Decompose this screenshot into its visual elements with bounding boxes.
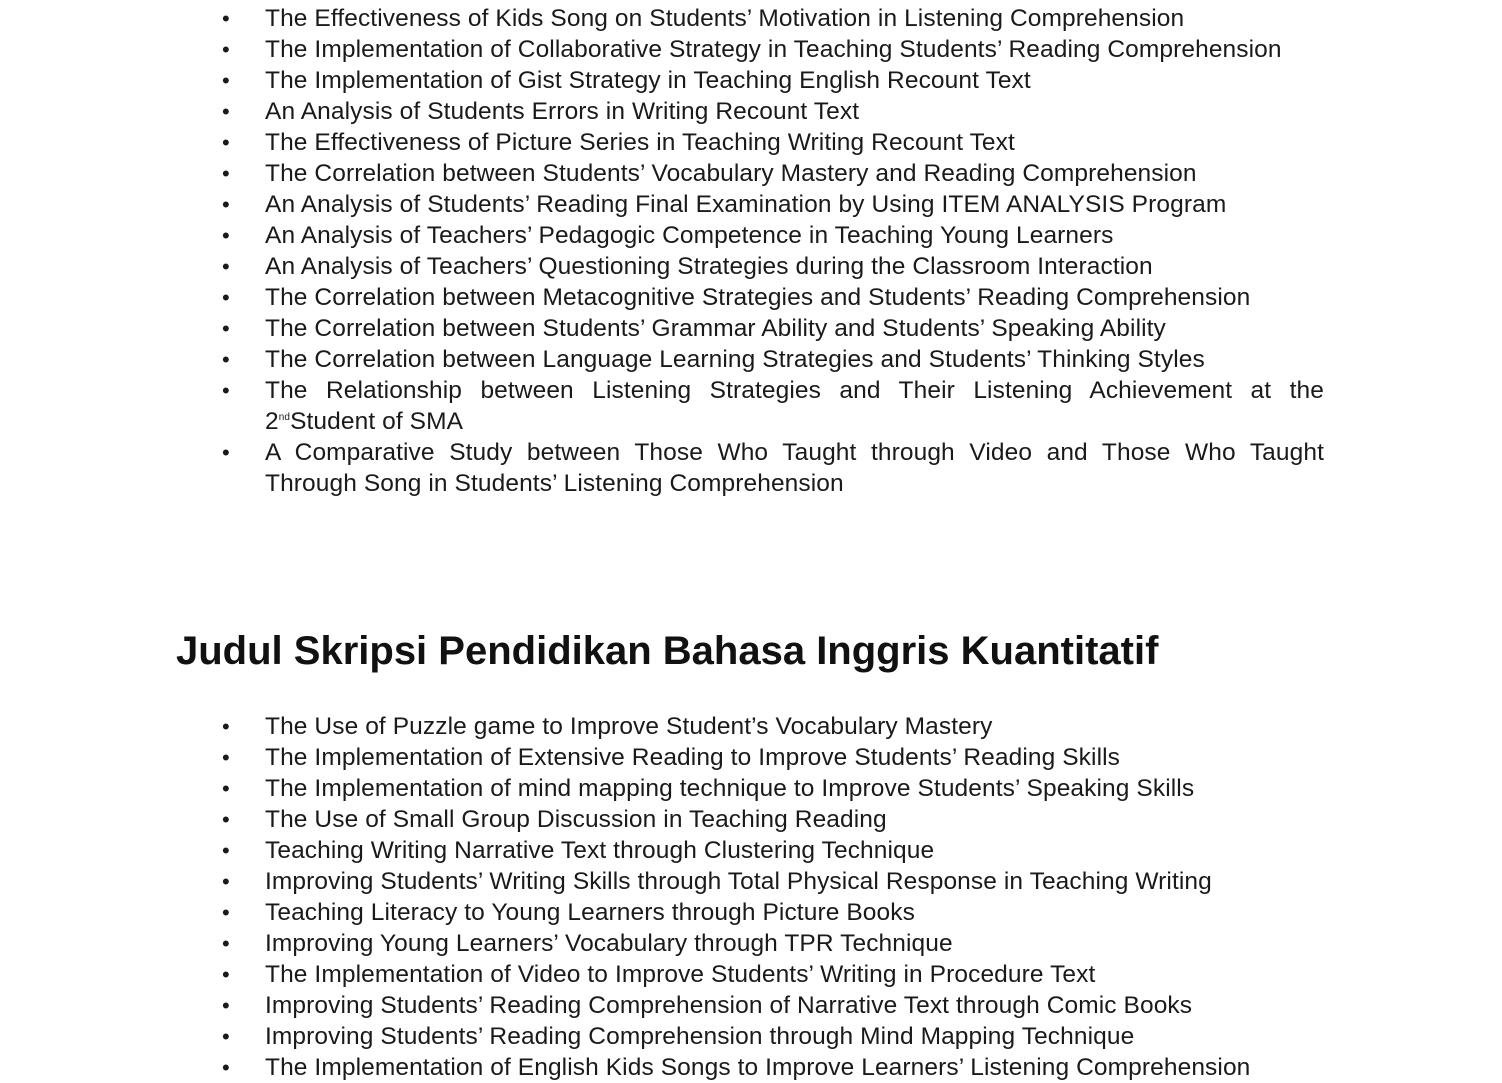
list-item-text: The Implementation of English Kids Songs to Improve Learners’ Listening Comprehension (265, 1054, 1251, 1081)
list-item-text: The Use of Small Group Discussion in Teaching Reading (265, 806, 887, 833)
bullet-icon: • (222, 993, 230, 1018)
list-item-text: The Correlation between Metacognitive Strategies and Students’ Reading Comprehension (265, 284, 1251, 311)
list-item-text: The Implementation of Collaborative Strategy in Teaching Students’ Reading Comprehension (265, 36, 1282, 63)
bullet-icon: • (222, 838, 230, 863)
list-item-text: The Implementation of mind mapping technique to Improve Students’ Speaking Skills (265, 775, 1195, 802)
bullet-icon: • (222, 130, 230, 155)
list-item-text: Teaching Writing Narrative Text through Clustering Technique (265, 837, 935, 864)
bullet-icon: • (222, 192, 230, 217)
list-item-text: The Implementation of Extensive Reading to Improve Students’ Reading Skills (265, 744, 1121, 771)
title-list-upper (220, 3, 1324, 499)
bullet-icon: • (222, 254, 230, 279)
list-item-text: Improving Students’ Reading Comprehension through Mind Mapping Technique (265, 1023, 1135, 1050)
list-item-text: The Correlation between Language Learning Strategies and Students’ Thinking Styles (265, 346, 1205, 373)
bullet-icon: • (222, 347, 230, 372)
bullet-icon: • (222, 807, 230, 832)
list-item-text: Improving Young Learners’ Vocabulary through TPR Technique (265, 930, 953, 957)
list-item (220, 158, 1324, 189)
bullet-icon: • (222, 900, 230, 925)
bullet-icon: • (222, 37, 230, 62)
bullet-icon: • (222, 1024, 230, 1049)
list-item (220, 835, 1324, 866)
bullet-icon: • (222, 714, 230, 739)
list-item-text: The Implementation of Video to Improve Students’ Writing in Procedure Text (265, 961, 1096, 988)
list-item (220, 742, 1324, 773)
list-item-text: Improving Students’ Writing Skills through Total Physical Response in Teaching Writing (265, 868, 1212, 895)
list-item-text: An Analysis of Students Errors in Writing Recount Text (265, 98, 860, 125)
list-item (220, 1052, 1324, 1083)
list-item (220, 344, 1324, 375)
list-item-text: The Relationship between Listening Strategies and Their Listening Achievement at the 2 (265, 377, 1324, 435)
list-item (220, 65, 1324, 96)
list-item (220, 282, 1324, 313)
bullet-icon: • (222, 378, 230, 403)
bullet-icon: • (222, 931, 230, 956)
list-item-text: The Correlation between Students’ Grammar Ability and Students’ Speaking Ability (265, 315, 1166, 342)
list-item-text: The Effectiveness of Kids Song on Students’ Motivation in Listening Comprehension (265, 5, 1185, 32)
list-item (220, 804, 1324, 835)
bullet-icon: • (222, 6, 230, 31)
list-item-text: An Analysis of Teachers’ Pedagogic Competence in Teaching Young Learners (265, 222, 1114, 249)
bullet-icon: • (222, 99, 230, 124)
bullet-icon: • (222, 316, 230, 341)
list-item (220, 437, 1324, 499)
list-item (220, 959, 1324, 990)
list-item (220, 313, 1324, 344)
list-item-text: The Use of Puzzle game to Improve Student’s Vocabulary Mastery (265, 713, 993, 740)
list-item-text: The Correlation between Students’ Vocabulary Mastery and Reading Comprehension (265, 160, 1197, 187)
ordinal-superscript: nd (278, 412, 291, 423)
list-item-text: The Effectiveness of Picture Series in Teaching Writing Recount Text (265, 129, 1015, 156)
list-item (220, 96, 1324, 127)
bullet-icon: • (222, 776, 230, 801)
section-heading: Judul Skripsi Pendidikan Bahasa Inggris Kuantitatif (176, 629, 1159, 673)
bullet-icon: • (222, 440, 230, 465)
bullet-icon: • (222, 869, 230, 894)
title-list-quantitative (220, 711, 1324, 1083)
list-item (220, 866, 1324, 897)
bullet-icon: • (222, 285, 230, 310)
list-item (220, 773, 1324, 804)
bullet-icon: • (222, 745, 230, 770)
list-item (220, 34, 1324, 65)
bullet-icon: • (222, 223, 230, 248)
list-item (220, 990, 1324, 1021)
list-item (220, 127, 1324, 158)
list-item (220, 711, 1324, 742)
list-item-text: Improving Students’ Reading Comprehension of Narrative Text through Comic Books (265, 992, 1193, 1019)
list-item-text: The Implementation of Gist Strategy in Teaching English Recount Text (265, 67, 1031, 94)
list-item (220, 897, 1324, 928)
list-item (220, 3, 1324, 34)
list-item-text: An Analysis of Teachers’ Questioning Strategies during the Classroom Interaction (265, 253, 1153, 280)
bullet-icon: • (222, 161, 230, 186)
list-item (220, 928, 1324, 959)
list-item-text: Teaching Literacy to Young Learners through Picture Books (265, 899, 915, 926)
bullet-icon: • (222, 1055, 230, 1080)
list-item-text: A Comparative Study between Those Who Taught through Video and Those Who Taught Through Song in Students’ Listening Comprehension (265, 439, 1324, 497)
list-item (220, 375, 1324, 437)
list-item (220, 251, 1324, 282)
list-item-text: Student of SMA (290, 408, 464, 435)
list-item-text: An Analysis of Students’ Reading Final Examination by Using ITEM ANALYSIS Program (265, 191, 1227, 218)
bullet-icon: • (222, 962, 230, 987)
list-item (220, 189, 1324, 220)
bullet-icon: • (222, 68, 230, 93)
list-item (220, 220, 1324, 251)
list-item (220, 1021, 1324, 1052)
